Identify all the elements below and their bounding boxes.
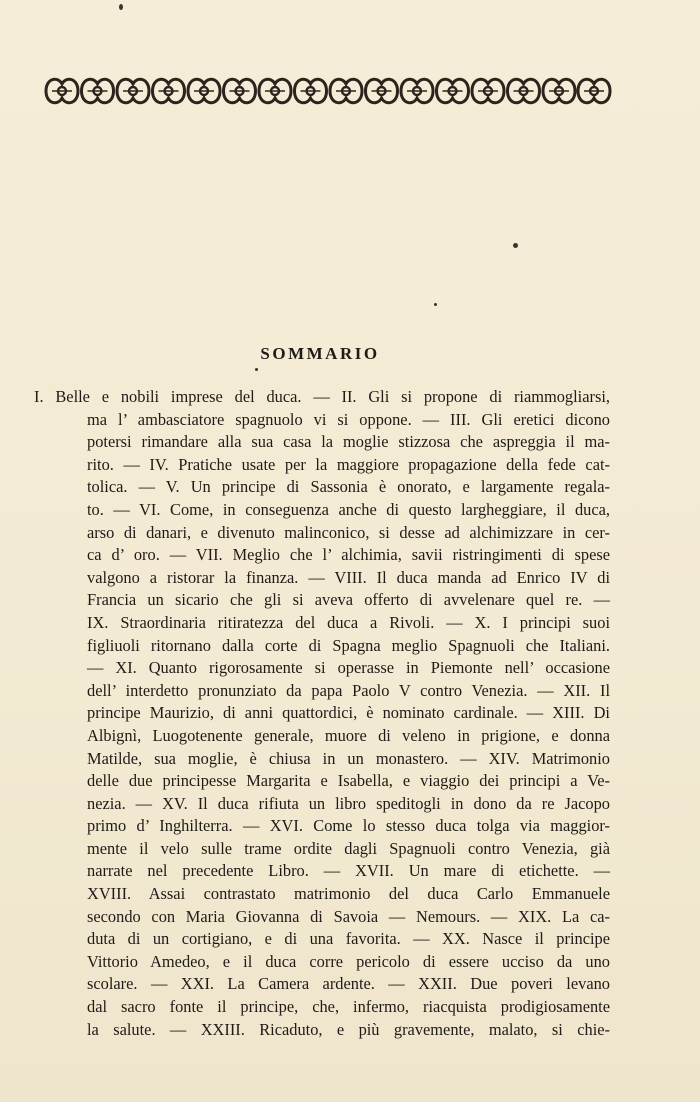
summary-line: IX. Straordinaria ritiratezza del duca a Rivoli. — X. I principi suoi [87,612,610,632]
summary-line: primo d’ Inghilterra. — XVI. Come lo stesso duca tolga via maggior- [87,816,610,836]
summary-text [34,386,610,1041]
summary-line: valgono a ristorar la finanza. — VIII. Il duca manda ad Enrico IV di [87,567,610,587]
summary-line: duta di un cortigiano, e di una favorita. — XX. Nasce il principe [87,929,610,949]
summary-line: mente il velo sulle trame ordite dagli Spagnuoli contro Venezia, già [87,838,610,858]
summary-line: Francia un sicario che gli si aveva offerto di avvelenare quel re. — [87,590,610,610]
ink-speck [255,368,258,371]
summary-line: ca d’ oro. — VII. Meglio che l’ alchimia, savii ristringimenti di spese [87,545,610,565]
summary-line: secondo con Maria Giovanna di Savoia — Nemours. — XIX. La ca- [87,906,610,926]
summary-line: — XI. Quanto rigorosamente si operasse in Piemonte nell’ occasione [87,658,610,678]
ink-speck [434,303,437,306]
summary-line: figliuoli ritornano dalla corte di Spagna meglio Spagnuoli che Italiani. [87,635,610,655]
summary-line: I. Belle e nobili imprese del duca. — II. Gli si propone di riammogliarsi, [34,387,610,406]
summary-line: delle due principesse Margarita e Isabella, e viaggio dei principi a Ve- [87,771,610,791]
ink-speck [119,4,123,10]
summary-line: rito. — IV. Pratiche usate per la maggiore propagazione della fede cat- [87,454,610,474]
summary-line: arso di danari, e divenuto malinconico, si desse ad alchimizzare in cer- [87,522,610,542]
summary-line: dell’ interdetto pronunziato da papa Paolo V contro Venezia. — XII. Il [87,680,610,700]
summary-line: nezia. — XV. Il duca rifiuta un libro speditogli in dono da re Jacopo [87,793,610,813]
summary-line: ma l’ ambasciatore spagnuolo vi si oppone. — III. Gli eretici dicono [87,409,610,429]
summary-line: principe Maurizio, di anni quattordici, è nominato cardinale. — XIII. Di [87,703,610,723]
summary-line: tolica. — V. Un principe di Sassonia è onorato, e largamente regala- [87,477,610,497]
summary-line: narrate nel precedente Libro. — XVII. Un mare di etichette. — [87,861,610,881]
summary-line: to. — VI. Come, in conseguenza anche di questo largheggiare, il duca, [87,499,610,519]
decorative-ornament-band [44,74,612,108]
summary-line: potersi rimandare alla sua casa la moglie stizzosa che aspreggia il ma- [87,432,610,452]
page-title: SOMMARIO [260,344,380,363]
summary-line: dal sacro fonte il principe, che, infermo, riacquista prodigiosamente [87,997,610,1017]
summary-line: scolare. — XXI. La Camera ardente. — XXII. Due poveri levano [87,974,610,994]
ink-speck [513,243,518,248]
summary-line: la salute. — XXIII. Ricaduto, e più gravemente, malato, si chie- [87,1019,610,1039]
summary-line: XVIII. Assai contrastato matrimonio del duca Carlo Emmanuele [87,884,610,904]
summary-line: Albignì, Luogotenente generale, muore di veleno in prigione, e donna [87,725,610,745]
summary-line: Vittorio Amedeo, e il duca corre pericolo di essere ucciso da uno [87,951,610,971]
summary-line: Matilde, sua moglie, è chiusa in un monastero. — XIV. Matrimonio [87,748,610,768]
